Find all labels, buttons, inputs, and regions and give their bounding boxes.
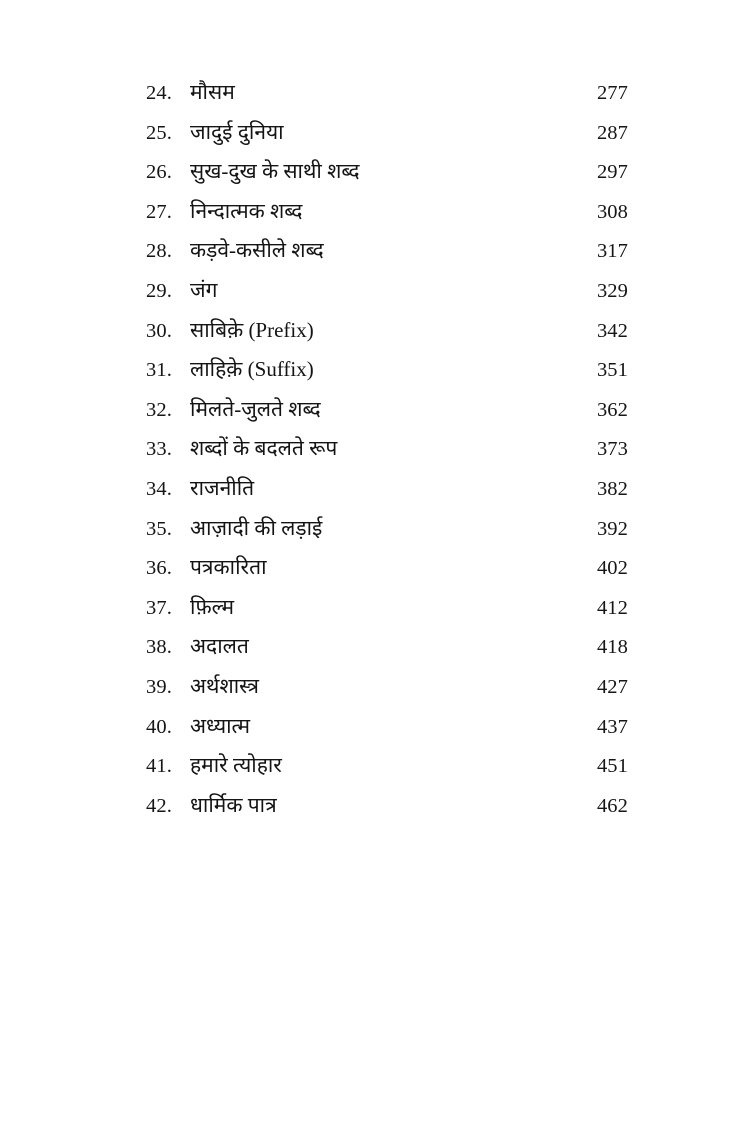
toc-entry-title[interactable]: राजनीति (190, 475, 255, 500)
toc-entry-row[interactable] (146, 557, 628, 597)
toc-entry-number: 25. (146, 121, 172, 144)
toc-entry-number: 33. (146, 438, 172, 461)
toc-entry-number: 30. (146, 319, 172, 342)
toc-entry-title[interactable]: कड़वे-कसीले शब्द (190, 238, 324, 263)
toc-entry-row[interactable] (146, 240, 628, 280)
toc-entry-row[interactable] (146, 198, 628, 241)
toc-entry-number: 26. (146, 161, 172, 184)
toc-entry-number: 39. (146, 675, 172, 698)
toc-entry-row[interactable] (146, 277, 628, 320)
toc-entry-page-number: 351 (596, 359, 628, 382)
toc-entry-number: 40. (146, 715, 172, 738)
toc-entry-number: 42. (146, 794, 172, 817)
toc-entry-title[interactable]: अध्यात्म (190, 713, 251, 738)
table-of-contents-list (146, 82, 628, 834)
toc-entry-title[interactable]: हमारे त्योहार (190, 753, 282, 778)
toc-entry-number: 29. (146, 279, 172, 302)
toc-entry-row[interactable] (146, 792, 628, 835)
toc-entry-title[interactable]: शब्दों के बदलते रूप (190, 436, 338, 461)
toc-entry-page-number: 342 (596, 319, 628, 342)
toc-entry-number: 37. (146, 596, 172, 619)
toc-entry-page-number: 392 (596, 517, 628, 540)
toc-entry-title[interactable]: फ़िल्म (190, 594, 235, 619)
toc-entry-title[interactable]: जादुई दुनिया (190, 119, 284, 144)
toc-entry-row[interactable] (146, 317, 628, 360)
toc-entry-number: 32. (146, 398, 172, 421)
toc-entry-title[interactable]: मौसम (190, 80, 235, 104)
toc-entry-number: 34. (146, 477, 172, 500)
toc-entry-page-number: 317 (596, 240, 628, 263)
toc-entry-page-number: 462 (596, 794, 628, 817)
toc-entry-page-number: 437 (596, 715, 628, 738)
toc-entry-row[interactable] (146, 475, 628, 518)
toc-entry-row[interactable] (146, 594, 628, 637)
toc-entry-row[interactable] (146, 636, 628, 676)
toc-entry-page-number: 308 (596, 200, 628, 223)
toc-entry-title[interactable]: अर्थशास्त्र (190, 673, 259, 698)
toc-entry-page-number: 287 (596, 121, 628, 144)
toc-entry-page-number: 427 (596, 675, 628, 698)
toc-entry-page-number: 362 (596, 398, 628, 421)
toc-entry-title[interactable]: पत्रकारिता (190, 555, 267, 580)
toc-entry-row[interactable] (146, 713, 628, 756)
toc-entry-row[interactable] (146, 82, 628, 122)
toc-entry-row[interactable] (146, 755, 628, 795)
toc-entry-number: 31. (146, 359, 172, 382)
toc-entry-page-number: 402 (596, 557, 628, 580)
toc-entry-title[interactable]: साबिक़े (Prefix) (190, 317, 314, 342)
toc-entry-number: 35. (146, 517, 172, 540)
toc-entry-page-number: 277 (596, 82, 628, 104)
toc-entry-title[interactable]: धार्मिक पात्र (190, 792, 277, 817)
toc-entry-number: 24. (146, 82, 172, 104)
toc-entry-row[interactable] (146, 515, 628, 558)
toc-entry-title[interactable]: लाहिक़े (Suffix) (190, 357, 314, 382)
toc-entry-number: 28. (146, 240, 172, 263)
toc-entry-number: 27. (146, 200, 172, 223)
toc-entry-page-number: 382 (596, 477, 628, 500)
toc-entry-page-number: 418 (596, 636, 628, 659)
toc-entry-row[interactable] (146, 161, 628, 201)
toc-entry-page-number: 329 (596, 279, 628, 302)
toc-entry-row[interactable] (146, 673, 628, 716)
toc-entry-number: 41. (146, 755, 172, 778)
toc-entry-number: 38. (146, 636, 172, 659)
toc-entry-title[interactable]: मिलते-जुलते शब्द (190, 396, 321, 421)
toc-entry-title[interactable]: निन्दात्मक शब्द (190, 198, 303, 223)
toc-entry-title[interactable]: अदालत (190, 634, 249, 659)
toc-entry-title[interactable]: सुख-दुख के साथी शब्द (190, 159, 360, 184)
toc-entry-title[interactable]: जंग (190, 277, 218, 302)
toc-entry-page-number: 373 (596, 438, 628, 461)
toc-entry-row[interactable] (146, 438, 628, 478)
toc-entry-page-number: 297 (596, 161, 628, 184)
toc-entry-page-number: 412 (596, 596, 628, 619)
toc-entry-row[interactable] (146, 119, 628, 162)
toc-entry-page-number: 451 (596, 755, 628, 778)
toc-entry-row[interactable] (146, 359, 628, 399)
toc-entry-title[interactable]: आज़ादी की लड़ाई (190, 515, 323, 540)
toc-entry-row[interactable] (146, 396, 628, 439)
toc-entry-number: 36. (146, 557, 172, 580)
